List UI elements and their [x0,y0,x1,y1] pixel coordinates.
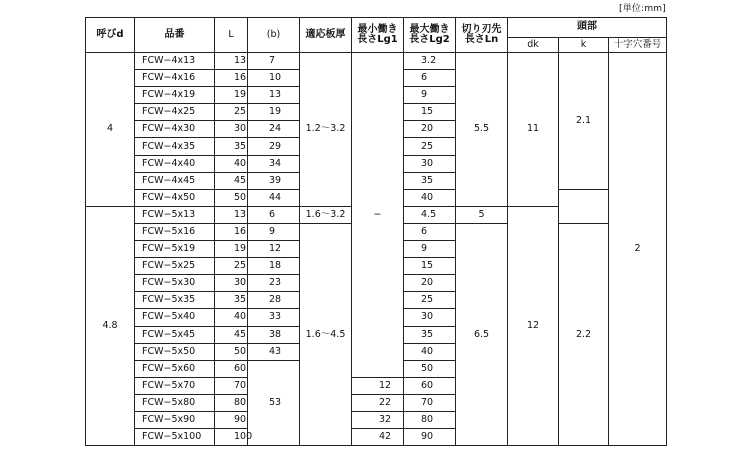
cell-lg2: 6 [404,70,456,87]
cell-b: 6 [248,206,300,223]
cell-part: FCW−5x100 [135,429,215,446]
cell-l: 16 [215,223,248,240]
header-ln-line1: 切り刃先 [461,23,502,35]
cell-lg1: 22 [352,394,404,411]
cell-lg2: 20 [404,275,456,292]
cell-lg2: 60 [404,377,456,394]
cell-b: 44 [248,189,300,206]
cell-b: 43 [248,343,300,360]
cell-l: 100 [215,429,248,446]
cell-l: 25 [215,258,248,275]
cell-b: 7 [248,53,300,70]
cell-part: FCW−4x19 [135,87,215,104]
cell-part: FCW−5x30 [135,275,215,292]
cell-b: 9 [248,223,300,240]
cell-lg2: 3.2 [404,53,456,70]
cell-b: 13 [248,87,300,104]
cell-b: 34 [248,155,300,172]
cell-b: 10 [248,70,300,87]
cell-lg1: 12 [352,377,404,394]
cell-lg2: 15 [404,104,456,121]
cell-d-group4: 4 [86,53,135,207]
cell-part: FCW−5x90 [135,411,215,428]
cell-lg2: 20 [404,121,456,138]
cell-part: FCW−5x40 [135,309,215,326]
cell-b: 39 [248,172,300,189]
cell-lg2: 9 [404,241,456,258]
cell-part: FCW−4x40 [135,155,215,172]
unit-label: [単位:mm] [619,4,666,14]
cell-d-group5: 4.8 [86,206,135,445]
cell-part: FCW−5x70 [135,377,215,394]
cell-part: FCW−4x25 [135,104,215,121]
cell-b-merged: 53 [248,360,300,445]
cell-l: 25 [215,104,248,121]
cell-b: 18 [248,258,300,275]
cell-part: FCW−5x16 [135,223,215,240]
cell-l: 16 [215,70,248,87]
cell-l: 19 [215,241,248,258]
header-lg2 [404,18,456,53]
cell-l: 50 [215,343,248,360]
cell-k-group4: 2.1 [559,53,609,190]
header-lg1-line1: 最小働き [357,23,398,35]
cell-l: 40 [215,155,248,172]
cell-plate-group5b: 1.6〜4.5 [300,223,352,445]
cell-l: 80 [215,394,248,411]
cell-part: FCW−5x80 [135,394,215,411]
cell-l: 40 [215,309,248,326]
cell-lg2: 30 [404,309,456,326]
cell-l: 60 [215,360,248,377]
cell-ln-group5a: 5 [456,206,508,223]
cell-k-blank [559,189,609,223]
table-row [86,53,667,70]
cell-lg2: 4.5 [404,206,456,223]
header-ln [456,18,508,53]
cell-b: 23 [248,275,300,292]
header-lg1-line2: 長さLg1 [357,34,398,45]
cell-part: FCW−4x13 [135,53,215,70]
header-l: L [215,18,248,53]
cell-l: 13 [215,206,248,223]
header-lg2-line1: 最大働き [409,23,450,35]
cell-l: 30 [215,121,248,138]
cell-lg2: 6 [404,223,456,240]
header-lg2-line2: 長さLg2 [409,34,450,45]
cell-plate-group4: 1.2〜3.2 [300,53,352,207]
header-dk: dk [508,38,559,53]
header-plate: 適応板厚 [300,18,352,53]
cell-b: 38 [248,326,300,343]
header-ln-line2: 長さLn [464,34,499,45]
cell-part: FCW−5x19 [135,241,215,258]
cell-lg1: 32 [352,411,404,428]
cell-k-group5: 2.2 [559,223,609,445]
cell-lg1: 42 [352,429,404,446]
cell-b: 12 [248,241,300,258]
cell-part: FCW−4x30 [135,121,215,138]
header-part: 品番 [135,18,215,53]
cell-lg2: 25 [404,292,456,309]
cell-dk-group5: 12 [508,206,559,445]
cell-lg2: 9 [404,87,456,104]
cell-part: FCW−5x25 [135,258,215,275]
cell-b: 24 [248,121,300,138]
cell-plate-group5a: 1.6〜3.2 [300,206,352,223]
cell-b: 19 [248,104,300,121]
cell-lg2: 30 [404,155,456,172]
cell-part: FCW−5x35 [135,292,215,309]
cell-l: 30 [215,275,248,292]
cell-l: 50 [215,189,248,206]
cell-b: 28 [248,292,300,309]
cell-l: 45 [215,326,248,343]
cell-part: FCW−5x60 [135,360,215,377]
cell-lg2: 70 [404,394,456,411]
cell-lg2: 40 [404,343,456,360]
cell-l: 19 [215,87,248,104]
cell-part: FCW−4x16 [135,70,215,87]
header-b: (b) [248,18,300,53]
cell-lg2: 35 [404,326,456,343]
cell-l: 13 [215,53,248,70]
header-d: 呼びd [86,18,135,53]
header-head: 頭部 [508,18,667,38]
cell-part: FCW−5x13 [135,206,215,223]
cell-cross-merged: 2 [609,53,667,446]
cell-lg1-merged: − [352,53,404,378]
header-cross: 十字穴番号 [609,38,667,53]
cell-lg2: 90 [404,429,456,446]
cell-part: FCW−4x45 [135,172,215,189]
cell-l: 35 [215,292,248,309]
cell-l: 90 [215,411,248,428]
cell-part: FCW−5x45 [135,326,215,343]
cell-part: FCW−5x50 [135,343,215,360]
cell-lg2: 15 [404,258,456,275]
header-lg1 [352,18,404,53]
spec-table [85,17,667,446]
cell-ln-group4: 5.5 [456,53,508,207]
cell-dk-group4: 11 [508,53,559,207]
cell-lg2: 35 [404,172,456,189]
cell-l: 70 [215,377,248,394]
header-row [86,18,667,38]
cell-l: 35 [215,138,248,155]
cell-lg2: 80 [404,411,456,428]
cell-b: 33 [248,309,300,326]
cell-ln-group5b: 6.5 [456,223,508,445]
cell-part: FCW−4x35 [135,138,215,155]
cell-lg2: 40 [404,189,456,206]
cell-l: 45 [215,172,248,189]
header-k: k [559,38,609,53]
cell-part: FCW−4x50 [135,189,215,206]
cell-lg2: 25 [404,138,456,155]
cell-b: 29 [248,138,300,155]
cell-lg2: 50 [404,360,456,377]
